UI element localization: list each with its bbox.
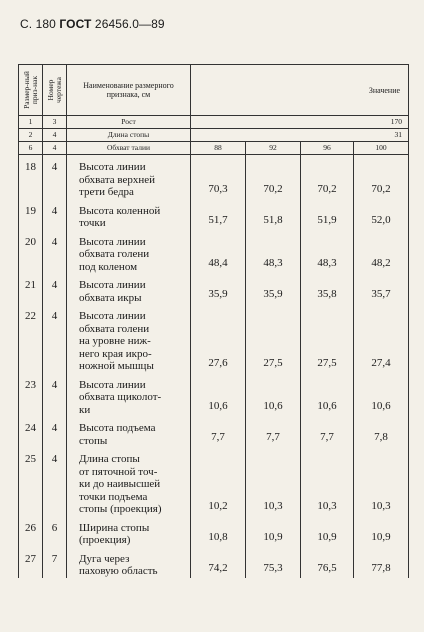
measurement-value: 70,2 <box>301 155 354 199</box>
measurement-value: 48,2 <box>354 230 409 274</box>
measurement-value: 27,4 <box>354 304 409 373</box>
table-row <box>19 155 409 199</box>
waist-column-value: 96 <box>301 142 354 155</box>
feature-name-line: обхвата щиколот- <box>79 391 162 403</box>
feature-name <box>67 516 191 547</box>
measurement-value: 35,9 <box>246 273 301 304</box>
waist-column-value: 92 <box>246 142 301 155</box>
feature-name-line: точки <box>79 217 106 229</box>
measurement-value: 10,6 <box>354 373 409 417</box>
feature-number-header: Размер-ный приз-нак <box>19 65 43 116</box>
feature-name <box>67 273 191 304</box>
table-row <box>19 447 409 516</box>
feature-number: 22 <box>19 304 43 373</box>
drawing-number: 3 <box>43 116 67 129</box>
drawing-number: 4 <box>43 230 67 274</box>
drawing-number: 4 <box>43 273 67 304</box>
table-row <box>19 373 409 417</box>
table-row <box>19 199 409 230</box>
drawing-number: 4 <box>43 199 67 230</box>
waist-row <box>19 142 409 155</box>
feature-number: 18 <box>19 155 43 199</box>
feature-number: 2 <box>19 129 43 142</box>
measurement-value: 35,8 <box>301 273 354 304</box>
feature-name-line: (проекция) <box>79 534 131 546</box>
feature-name-line: Высота линии <box>79 310 146 322</box>
feature-name-line: Ширина стопы <box>79 521 150 534</box>
feature-name <box>67 304 191 373</box>
table-row <box>19 516 409 547</box>
table-header-row <box>19 65 409 116</box>
feature-name-header: Наименование размерного признака, см <box>67 65 191 116</box>
measurement-value: 76,5 <box>301 547 354 578</box>
measurement-value: 27,5 <box>246 304 301 373</box>
measurement-value: 35,9 <box>191 273 246 304</box>
feature-value: 31 <box>191 129 409 142</box>
index-row <box>19 116 409 129</box>
measurement-value: 10,3 <box>246 447 301 516</box>
drawing-number: 4 <box>43 142 67 155</box>
measurement-value: 75,3 <box>246 547 301 578</box>
measurement-value: 10,3 <box>301 447 354 516</box>
feature-name-line: Высота линии <box>79 235 146 248</box>
measurement-value: 10,3 <box>354 447 409 516</box>
feature-number: 20 <box>19 230 43 274</box>
feature-name-line: стопы (проекция) <box>79 503 162 515</box>
measurement-value: 10,6 <box>191 373 246 417</box>
measurement-value: 7,7 <box>246 416 301 447</box>
feature-name <box>67 230 191 274</box>
feature-name-line: обхвата верхней <box>79 173 156 186</box>
measurement-value: 7,7 <box>191 416 246 447</box>
feature-name-line: ки до наивысшей <box>79 478 161 490</box>
sizing-table <box>18 64 409 578</box>
drawing-number: 6 <box>43 516 67 547</box>
measurement-value: 7,7 <box>301 416 354 447</box>
drawing-number: 4 <box>43 155 67 199</box>
feature-number: 6 <box>19 142 43 155</box>
drawing-number: 4 <box>43 447 67 516</box>
measurement-value: 27,6 <box>191 304 246 373</box>
index-row <box>19 129 409 142</box>
feature-number: 27 <box>19 547 43 578</box>
measurement-value: 48,3 <box>301 230 354 274</box>
measurement-value: 10,6 <box>246 373 301 417</box>
feature-name-line: от пяточной точ- <box>79 465 158 478</box>
measurement-value: 10,8 <box>191 516 246 547</box>
feature-number: 25 <box>19 447 43 516</box>
table-row <box>19 416 409 447</box>
measurement-value: 74,2 <box>191 547 246 578</box>
measurement-value: 51,9 <box>301 199 354 230</box>
drawing-number-header: Номер чертежа <box>43 65 67 116</box>
measurement-value: 7,8 <box>354 416 409 447</box>
feature-name <box>67 416 191 447</box>
measurement-value: 10,6 <box>301 373 354 417</box>
feature-name-line: ки <box>79 403 91 416</box>
table-row <box>19 273 409 304</box>
table-body <box>19 116 409 578</box>
value-header: Значение <box>191 65 409 116</box>
waist-column-value: 100 <box>354 142 409 155</box>
table-row <box>19 547 409 578</box>
feature-name-line: Высота коленной <box>79 204 161 217</box>
table-row <box>19 304 409 373</box>
feature-name-line: точки подъема <box>79 490 148 503</box>
measurement-value: 70,2 <box>246 155 301 199</box>
measurement-value: 35,7 <box>354 273 409 304</box>
feature-number: 24 <box>19 416 43 447</box>
feature-name: Длина стопы <box>67 129 191 142</box>
measurement-value: 77,8 <box>354 547 409 578</box>
feature-name <box>67 547 191 578</box>
feature-name <box>67 447 191 516</box>
drawing-number: 4 <box>43 373 67 417</box>
page-number: С. 180 <box>20 17 56 31</box>
feature-number: 26 <box>19 516 43 547</box>
feature-name <box>67 373 191 417</box>
measurement-value: 10,9 <box>246 516 301 547</box>
measurement-value: 48,3 <box>246 230 301 274</box>
feature-name-line: Высота линии <box>79 378 146 391</box>
feature-name-line: обхвата голени <box>79 322 150 335</box>
feature-name-line: стопы <box>79 434 108 447</box>
drawing-number: 4 <box>43 129 67 142</box>
feature-name-line: обхвата голени <box>79 248 150 260</box>
feature-name-line: Высота линии <box>79 161 146 173</box>
feature-number: 1 <box>19 116 43 129</box>
page-header <box>20 17 165 31</box>
feature-name-line: трети бедра <box>79 186 134 198</box>
measurement-value: 10,9 <box>354 516 409 547</box>
feature-number: 21 <box>19 273 43 304</box>
measurement-value: 27,5 <box>301 304 354 373</box>
feature-name: Рост <box>67 116 191 129</box>
feature-name-line: Высота линии <box>79 279 146 291</box>
feature-name-line: него края икро- <box>79 347 152 360</box>
table-row <box>19 230 409 274</box>
drawing-number: 4 <box>43 416 67 447</box>
feature-name-line: обхвата икры <box>79 291 142 304</box>
measurement-value: 51,8 <box>246 199 301 230</box>
feature-name-line: Высота подъема <box>79 422 156 434</box>
feature-name-line: ножной мышцы <box>79 360 154 372</box>
measurement-value: 70,2 <box>354 155 409 199</box>
measurement-value: 48,4 <box>191 230 246 274</box>
standard-number: 26456.0—89 <box>94 17 165 31</box>
feature-name <box>67 199 191 230</box>
measurement-value: 70,3 <box>191 155 246 199</box>
feature-number: 19 <box>19 199 43 230</box>
feature-number: 23 <box>19 373 43 417</box>
drawing-number: 7 <box>43 547 67 578</box>
feature-name: Обхват талии <box>67 142 191 155</box>
drawing-number: 4 <box>43 304 67 373</box>
feature-name-line: на уровне ниж- <box>79 335 151 347</box>
feature-name-line: Дуга через <box>79 552 130 565</box>
measurement-value: 52,0 <box>354 199 409 230</box>
measurement-value: 51,7 <box>191 199 246 230</box>
feature-name-line: Длина стопы <box>79 453 140 465</box>
feature-name <box>67 155 191 199</box>
feature-name-line: паховую область <box>79 565 158 577</box>
feature-value: 170 <box>191 116 409 129</box>
measurement-value: 10,2 <box>191 447 246 516</box>
waist-column-value: 88 <box>191 142 246 155</box>
standard-label: ГОСТ <box>59 17 92 31</box>
measurement-value: 10,9 <box>301 516 354 547</box>
feature-name-line: под коленом <box>79 260 138 273</box>
